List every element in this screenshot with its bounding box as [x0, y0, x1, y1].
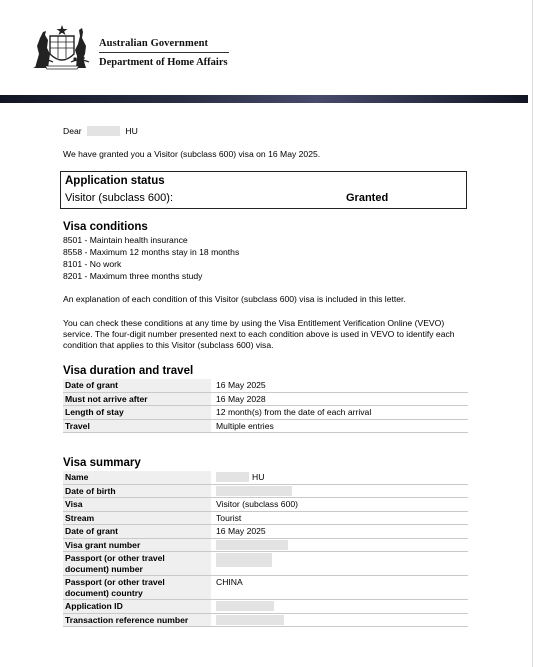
row-value: 12 month(s) from the date of each arrival	[211, 406, 468, 420]
table-row	[63, 379, 468, 392]
government-branding	[99, 38, 229, 68]
redacted-given-name	[87, 126, 120, 136]
row-label: Must not arrive after	[63, 392, 211, 406]
table-row	[63, 484, 468, 498]
row-label: Application ID	[63, 600, 211, 614]
summary-table	[63, 471, 468, 627]
redacted-value	[216, 553, 272, 567]
visa-summary-heading: Visa summary	[63, 457, 141, 469]
redacted-value	[216, 486, 292, 496]
government-name: Australian Government	[99, 38, 209, 49]
visa-summary-section	[63, 456, 468, 627]
application-status-value: Granted	[346, 192, 389, 204]
salutation: Dear	[63, 126, 82, 136]
salutation-line	[63, 126, 138, 136]
row-value: Multiple entries	[211, 419, 468, 433]
branding-rule	[99, 52, 229, 53]
row-value: CHINA	[211, 576, 468, 600]
table-row	[63, 511, 468, 525]
row-value: 16 May 2028	[211, 392, 468, 406]
application-status-box	[60, 171, 467, 209]
row-label: Travel	[63, 419, 211, 433]
row-value	[211, 538, 468, 552]
redacted-value	[216, 615, 284, 625]
row-value: Visitor (subclass 600)	[211, 498, 468, 512]
condition-item: 8201 - Maximum three months study	[63, 271, 203, 281]
row-value	[211, 471, 468, 484]
row-label: Date of birth	[63, 484, 211, 498]
table-row	[63, 498, 468, 512]
row-label: Visa grant number	[63, 538, 211, 552]
table-row	[63, 419, 468, 433]
row-label: Passport (or other travel document) country	[63, 576, 211, 600]
row-label: Stream	[63, 511, 211, 525]
visa-conditions-section	[63, 220, 473, 282]
header-band	[0, 95, 528, 103]
row-value	[211, 613, 468, 627]
table-row	[63, 538, 468, 552]
table-row	[63, 600, 468, 614]
table-row	[63, 525, 468, 539]
row-value	[211, 484, 468, 498]
redacted-given-name	[216, 472, 249, 482]
summary-surname: HU	[252, 472, 265, 482]
table-row	[63, 576, 468, 600]
letterhead	[0, 0, 534, 92]
row-value	[211, 600, 468, 614]
row-label: Date of grant	[63, 379, 211, 392]
application-status-label: Visitor (subclass 600):	[65, 192, 174, 204]
table-row	[63, 613, 468, 627]
row-label: Visa	[63, 498, 211, 512]
table-row	[63, 552, 468, 576]
visa-conditions-heading: Visa conditions	[63, 221, 148, 233]
coat-of-arms-icon	[31, 24, 93, 70]
row-label: Transaction reference number	[63, 613, 211, 627]
salutation-surname: HU	[125, 126, 138, 136]
conditions-explanation: An explanation of each condition of this Visitor (subclass 600) visa is included in this letter.	[63, 294, 406, 304]
condition-item: 8101 - No work	[63, 259, 122, 269]
row-label: Date of grant	[63, 525, 211, 539]
row-value: 16 May 2025	[211, 525, 468, 539]
row-label: Name	[63, 471, 211, 484]
redacted-value	[216, 540, 288, 550]
row-value: Tourist	[211, 511, 468, 525]
vevo-note: You can check these conditions at any time by using the Visa Entitlement Verification Online (VEVO) service. The four-digit number presented next to each condition above is used in VEVO to identify each condition that applies to this Visitor (subclass 600) visa.	[63, 318, 455, 350]
visa-duration-heading: Visa duration and travel	[63, 365, 194, 377]
duration-table	[63, 379, 468, 433]
table-row	[63, 392, 468, 406]
condition-item: 8558 - Maximum 12 months stay in 18 months	[63, 247, 240, 257]
department-name: Department of Home Affairs	[99, 57, 228, 68]
visa-duration-section	[63, 364, 468, 433]
application-status-title: Application status	[65, 175, 165, 187]
redacted-value	[216, 601, 274, 611]
row-label: Length of stay	[63, 406, 211, 420]
row-value: 16 May 2025	[211, 379, 468, 392]
row-label: Passport (or other travel document) number	[63, 552, 211, 576]
table-row	[63, 471, 468, 484]
row-value	[211, 552, 468, 576]
conditions-list	[63, 234, 473, 282]
condition-item: 8501 - Maintain health insurance	[63, 235, 188, 245]
table-row	[63, 406, 468, 420]
granted-sentence: We have granted you a Visitor (subclass 600) visa on 16 May 2025.	[63, 149, 321, 159]
